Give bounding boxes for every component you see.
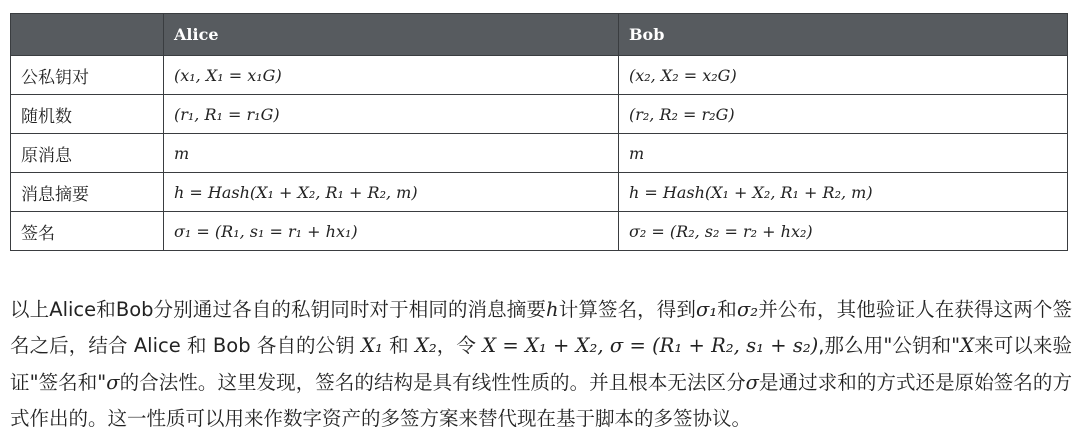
bob-cell: σ₂ = (R₂, s₂ = r₂ + hx₂) (619, 212, 1068, 251)
math-expression: σ (745, 370, 759, 394)
explanation-paragraph (10, 292, 1072, 438)
paragraph-text: 和 (382, 334, 415, 357)
bob-cell: h = Hash(X₁ + X₂, R₁ + R₂, m) (619, 173, 1068, 212)
math-expression: h (546, 297, 559, 321)
math-expression: σ₂ (736, 297, 759, 321)
math-expression: σ₁ (696, 297, 718, 321)
row-label: 原消息 (11, 134, 164, 173)
row-label: 随机数 (11, 95, 164, 134)
row-label: 签名 (11, 212, 164, 251)
comparison-table (10, 13, 1068, 251)
table-row (11, 56, 1068, 95)
row-label: 公私钥对 (11, 56, 164, 95)
table-row (11, 212, 1068, 251)
table-row (11, 95, 1068, 134)
row-label: 消息摘要 (11, 173, 164, 212)
math-expression: X (960, 334, 975, 357)
bob-cell: m (619, 134, 1068, 173)
paragraph-text: 的合法性。这里发现，签名的结构是具有线性性质的。并且根本无法区分 (119, 370, 746, 394)
bob-cell: (x₂, X₂ = x₂G) (619, 56, 1068, 95)
math-expression: X = X₁ + X₂, σ = (R₁ + R₂, s₁ + s₂) (482, 334, 819, 357)
alice-cell: m (164, 134, 619, 173)
header-empty (11, 14, 164, 56)
alice-cell: (x₁, X₁ = x₁G) (164, 56, 619, 95)
paragraph-text: 是通过求和的方式还是原始签名的方式作出的。这一性质可以用来作数字资产的多签方案来替代现在基于脚本的多签协议。 (10, 370, 1072, 430)
paragraph-text: 计算签名，得到 (558, 297, 697, 321)
paragraph-text: 和 (717, 297, 737, 321)
bob-cell: (r₂, R₂ = r₂G) (619, 95, 1068, 134)
math-expression: σ (106, 370, 120, 394)
paragraph-text: ，令 (436, 334, 483, 357)
alice-cell: (r₁, R₁ = r₁G) (164, 95, 619, 134)
table-row (11, 173, 1068, 212)
math-expression: X₂ (414, 334, 437, 357)
paragraph-text: 并公布，其他验证人在获得这两个签名之后，结合 Alice 和 Bob 各自的公钥 (10, 297, 1072, 357)
paragraph-text: 以上Alice和Bob分别通过各自的私钥同时对于相同的消息摘要 (10, 297, 547, 321)
paragraph-text: 来可以来验证"签名和" (10, 334, 1072, 394)
math-expression: X₁ (361, 334, 383, 357)
paragraph-text: ,那么用"公钥和" (818, 334, 961, 357)
header-alice: Alice (164, 14, 619, 56)
header-bob: Bob (619, 14, 1068, 56)
table-row (11, 134, 1068, 173)
table-header-row (11, 14, 1068, 56)
alice-cell: h = Hash(X₁ + X₂, R₁ + R₂, m) (164, 173, 619, 212)
alice-cell: σ₁ = (R₁, s₁ = r₁ + hx₁) (164, 212, 619, 251)
